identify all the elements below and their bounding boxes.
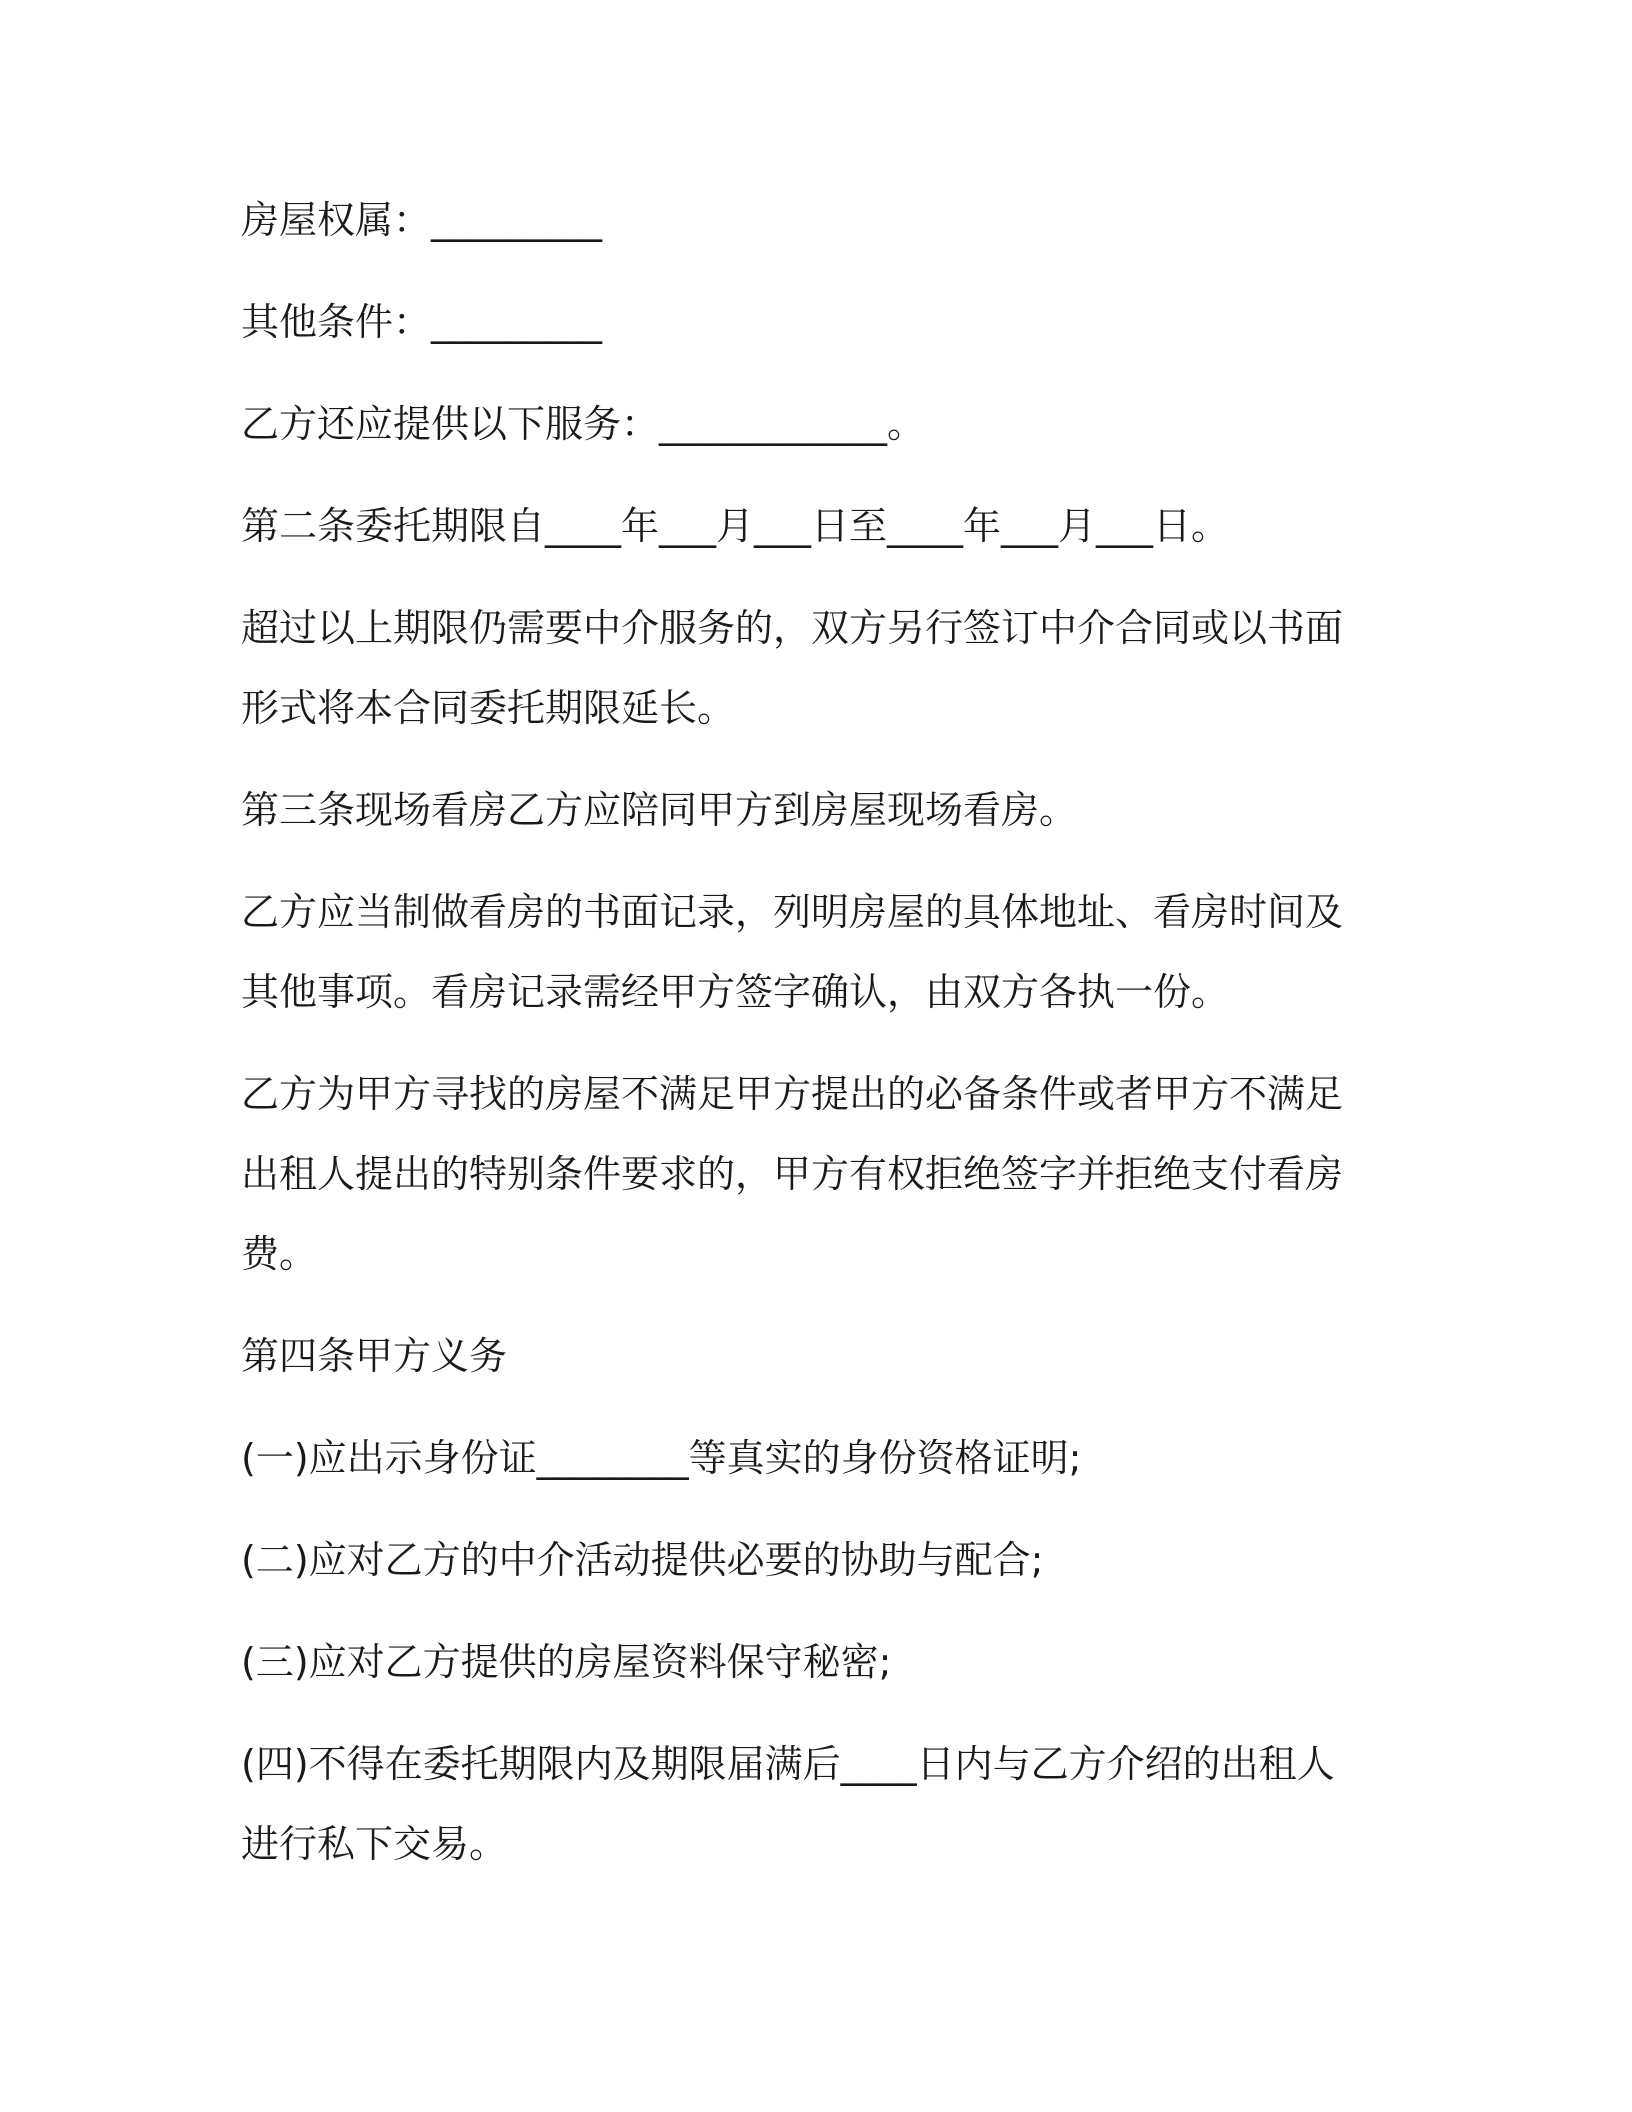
paragraph-refusal-right: 乙方为甲方寻找的房屋不满足甲方提出的必备条件或者甲方不满足出租人提出的特别条件要求的，甲方有权拒绝签字并拒绝支付看房费。 <box>241 1072 1344 1276</box>
document-body <box>241 180 1371 1906</box>
paragraph-term-extension: 超过以上期限仍需要中介服务的，双方另行签订中介合同或以书面形式将本合同委托期限延长。 <box>241 606 1344 730</box>
paragraph-article-4-heading: 第四条甲方义务 <box>241 1334 508 1378</box>
paragraph-property-ownership: 房屋权属：_________ <box>241 198 603 242</box>
paragraph-obligation-2: (二)应对乙方的中介活动提供必要的协助与配合; <box>241 1538 1044 1582</box>
paragraph-obligation-4: (四)不得在委托期限内及期限届满后____日内与乙方介绍的出租人进行私下交易。 <box>241 1742 1335 1866</box>
paragraph-article-2-term: 第二条委托期限自____年___月___日至____年___月___日。 <box>241 504 1230 548</box>
paragraph-other-conditions: 其他条件：_________ <box>241 300 603 344</box>
paragraph-viewing-record: 乙方应当制做看房的书面记录，列明房屋的具体地址、看房时间及其他事项。看房记录需经甲方签字确认，由双方各执一份。 <box>241 890 1344 1014</box>
paragraph-obligation-3: (三)应对乙方提供的房屋资料保守秘密; <box>241 1640 892 1684</box>
paragraph-article-3-viewing: 第三条现场看房乙方应陪同甲方到房屋现场看房。 <box>241 788 1078 832</box>
paragraph-additional-services: 乙方还应提供以下服务：____________。 <box>241 402 926 446</box>
paragraph-obligation-1: (一)应出示身份证________等真实的身份资格证明; <box>241 1436 1082 1480</box>
